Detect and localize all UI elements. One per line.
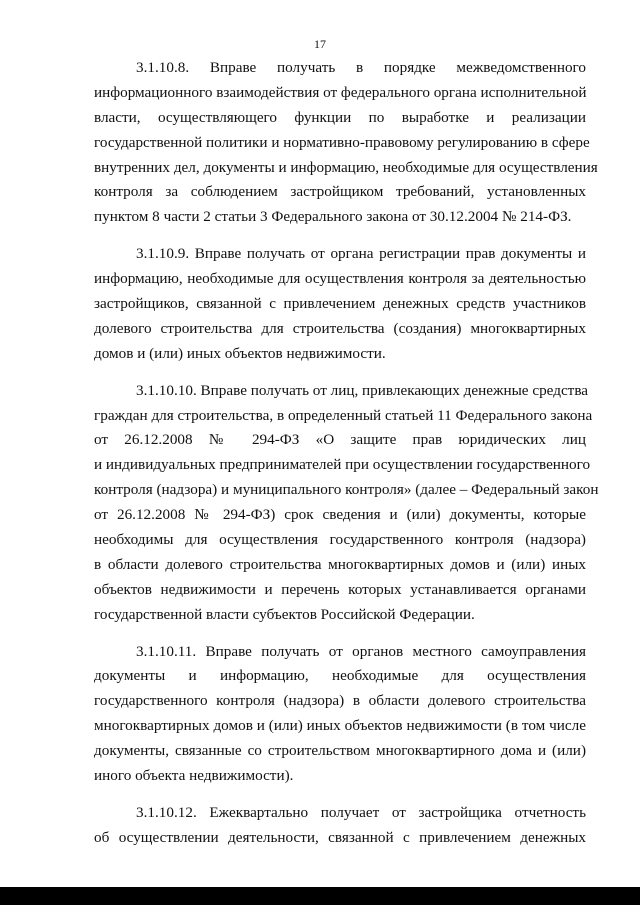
paragraph-line: иного объекта недвижимости). — [94, 767, 294, 785]
paragraph-line: государственной власти субъектов Российской Федерации. — [94, 605, 475, 623]
paragraph-line: 3.1.10.10. Вправе получать от лиц, привлекающих денежные средства — [136, 381, 589, 399]
paragraph-line: многоквартирных домов и (или) иных объектов недвижимости (в том числе — [94, 717, 586, 735]
paragraph-line: внутренних дел, документы и информацию, необходимые для осуществления — [94, 158, 598, 176]
page-number: 17 — [314, 37, 326, 51]
paragraph-line: государственной политики и нормативно-правовому регулированию в сфере — [94, 133, 590, 151]
paragraph-line: пунктом 8 части 2 статьи 3 Федерального закона от 30.12.2004 № 214-ФЗ. — [94, 208, 572, 226]
paragraph-line: 3.1.10.11. Вправе получать от органов местного самоуправления — [136, 642, 586, 660]
paragraph-line: и индивидуальных предпринимателей при осуществлении государственного — [94, 456, 591, 474]
paragraph-line: информацию, необходимые для осуществления контроля за деятельностью — [94, 270, 586, 288]
paragraph-line: от 26.12.2008 № 294-ФЗ) срок сведения и (или) документы, которые — [94, 506, 586, 524]
scan-bottom-border — [0, 887, 640, 905]
paragraph-line: информационного взаимодействия от федерального органа исполнительной — [94, 83, 587, 101]
paragraph-line: в области долевого строительства многоквартирных домов и (или) иных — [94, 555, 586, 573]
paragraph-3-1-10-12 — [94, 801, 586, 851]
paragraph-line: домов и (или) иных объектов недвижимости. — [94, 344, 386, 362]
paragraph-line: объектов недвижимости и перечень которых устанавливается органами — [94, 580, 586, 598]
paragraph-3-1-10-9 — [94, 242, 586, 366]
paragraph-3-1-10-10 — [94, 379, 599, 628]
paragraph-line: застройщиков, связанной с привлечением денежных средств участников — [94, 295, 586, 313]
paragraph-line: граждан для строительства, в определенный статьей 11 Федерального закона — [94, 406, 593, 424]
paragraph-line: государственного контроля (надзора) в области долевого строительства — [94, 692, 586, 710]
paragraph-line: необходимы для осуществления государственного контроля (надзора) — [94, 531, 586, 549]
paragraph-line: власти, осуществляющего функции по выработке и реализации — [94, 108, 586, 126]
paragraph-line: 3.1.10.9. Вправе получать от органа регистрации прав документы и — [136, 245, 586, 263]
paragraph-line: контроля (надзора) и муниципального контроля» (далее – Федеральный закон — [94, 481, 599, 499]
document-body — [94, 56, 599, 851]
paragraph-line: контроля за соблюдением застройщиком требований, установленных — [94, 183, 586, 201]
paragraph-line: от 26.12.2008 № 294-ФЗ «О защите прав юридических лиц — [94, 431, 586, 449]
paragraph-line: 3.1.10.8. Вправе получать в порядке межведомственного — [136, 59, 586, 76]
paragraph-3-1-10-11 — [94, 640, 586, 789]
paragraph-line: документы и информацию, необходимые для осуществления — [94, 667, 586, 685]
paragraph-line: документы, связанные со строительством многоквартирного дома и (или) — [94, 742, 586, 760]
paragraph-3-1-10-8 — [94, 56, 598, 230]
paragraph-line: 3.1.10.12. Ежеквартально получает от застройщика отчетность — [136, 803, 586, 821]
paragraph-line: долевого строительства для строительства (создания) многоквартирных — [94, 319, 586, 337]
paragraph-line: об осуществлении деятельности, связанной с привлечением денежных — [94, 828, 586, 846]
